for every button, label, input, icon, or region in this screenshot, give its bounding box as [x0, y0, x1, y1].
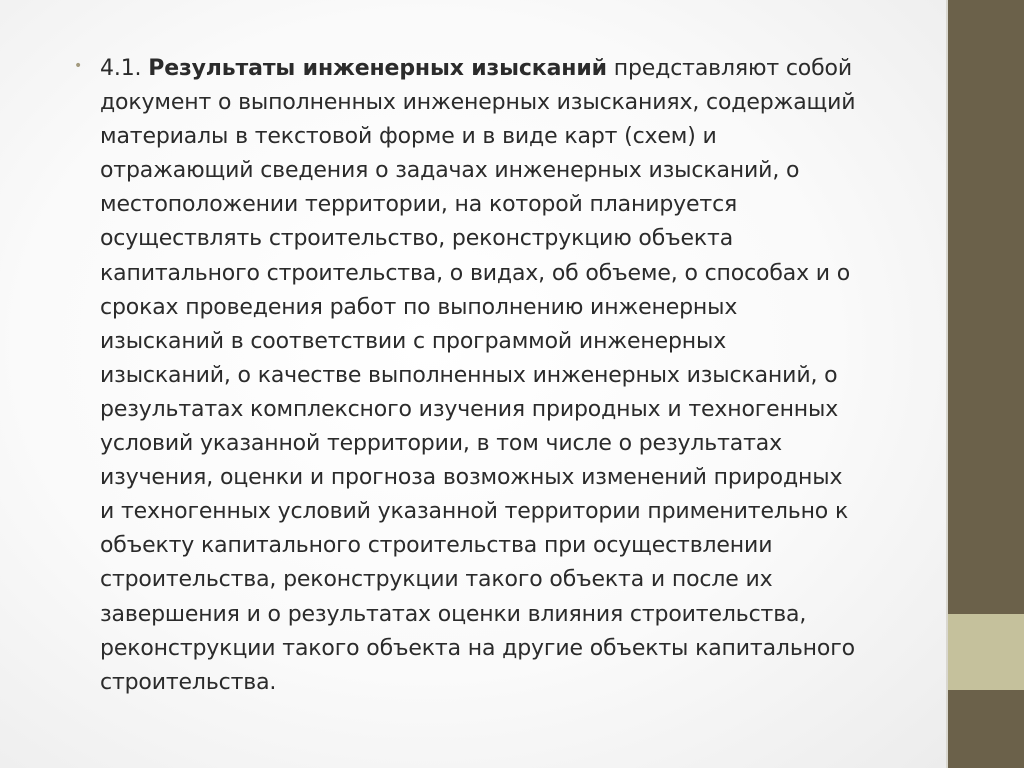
paragraph-line: изучения, оценки и прогноза возможных изменений природных	[100, 465, 843, 491]
paragraph-line: и техногенных условий указанной территории применительно к	[100, 499, 849, 525]
paragraph-line: изысканий, о качестве выполненных инженерных изысканий, о	[100, 362, 838, 388]
decorative-sidebar-accent	[948, 614, 1024, 690]
first-line-rest: представляют собой	[613, 56, 852, 81]
paragraph-line: сроках проведения работ по выполнению инженерных	[100, 294, 738, 320]
paragraph-line-1	[100, 52, 894, 86]
paragraph-line: строительства.	[100, 669, 277, 695]
paragraph-line: строительства, реконструкции такого объекта и после их	[100, 567, 773, 593]
paragraph-line: местоположении территории, на которой планируется	[100, 192, 738, 218]
paragraph-line: документ о выполненных инженерных изысканиях, содержащий	[100, 90, 856, 116]
bold-term: Результаты инженерных изысканий	[148, 56, 607, 81]
paragraph-line: условий указанной территории, в том числе о результатах	[100, 431, 782, 457]
paragraph-line: реконструкции такого объекта на другие объекты капитального	[100, 635, 855, 661]
slide-body	[74, 52, 894, 700]
paragraph-line: отражающий сведения о задачах инженерных изысканий, о	[100, 158, 800, 184]
paragraph-line: результатах комплексного изучения природных и техногенных	[100, 396, 839, 422]
paragraph-line: материалы в текстовой форме и в виде карт (схем) и	[100, 124, 717, 150]
paragraph-line: завершения и о результатах оценки влияния строительства,	[100, 601, 807, 627]
paragraph-line: осуществлять строительство, реконструкцию объекта	[100, 226, 734, 252]
clause-number: 4.1.	[100, 56, 142, 81]
bullet-paragraph	[74, 52, 894, 700]
paragraph-line: капитального строительства, о видах, об объеме, о способах и о	[100, 260, 851, 286]
bullet-dot-icon: •	[74, 58, 83, 74]
paragraph-line: изысканий в соответствии с программой инженерных	[100, 328, 727, 354]
paragraph-line: объекту капитального строительства при осуществлении	[100, 533, 773, 559]
